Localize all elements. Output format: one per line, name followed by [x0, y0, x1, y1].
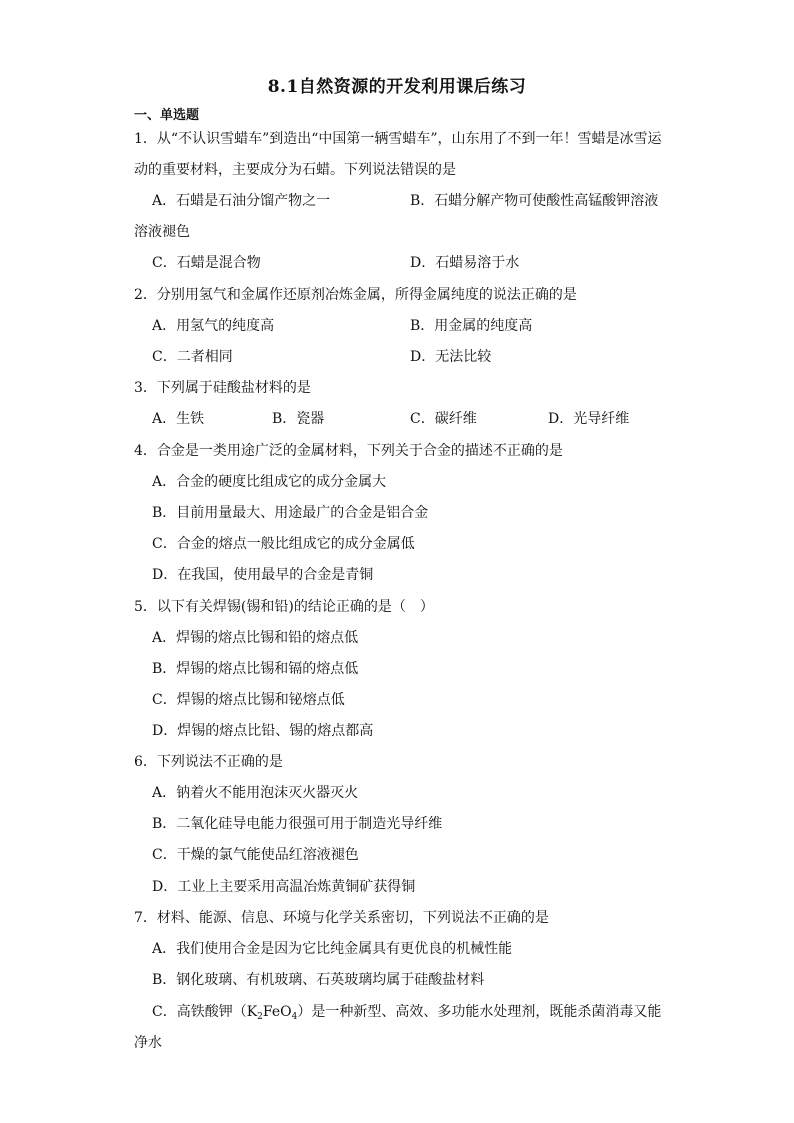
q1-stem-line2: 动的重要材料，主要成分为石蜡。下列说法错误的是	[134, 162, 456, 178]
q6-stem: 6．下列说法不正确的是	[134, 754, 283, 770]
page-title: 8.1自然资源的开发利用课后练习	[267, 77, 527, 97]
q3-option-b: B．瓷器	[272, 411, 325, 427]
q7-formula-sub2: 4	[291, 1012, 298, 1022]
q7-formula-sub1: 2	[257, 1012, 263, 1022]
q2-stem: 2．分别用氢气和金属作还原剂冶炼金属，所得金属纯度的说法正确的是	[134, 287, 577, 303]
q2-option-a: A．用氢气的纯度高	[152, 318, 275, 334]
q5-stem: 5．以下有关焊锡(锡和铅)的结论正确的是（ ）	[134, 599, 434, 615]
q4-option-a: A．合金的硬度比组成它的成分金属大	[152, 474, 387, 490]
q4-option-d: D．在我国，使用最早的合金是青铜	[152, 567, 374, 583]
q4-option-b: B．目前用量最大、用途最广的合金是铝合金	[152, 505, 429, 521]
q5-option-d: D．焊锡的熔点比铅、锡的熔点都高	[152, 723, 374, 739]
q5-option-c: C．焊锡的熔点比锡和铋熔点低	[152, 692, 345, 708]
q1-option-d: D．石蜡易溶于水	[410, 255, 520, 271]
q5-option-a: A．焊锡的熔点比锡和铅的熔点低	[152, 630, 359, 646]
q7-option-c-post: ）是一种新型、高效、多功能水处理剂，既能杀菌消毒又能	[297, 1004, 662, 1020]
q7-option-c-cont: 净水	[134, 1035, 162, 1051]
q3-option-c: C．碳纤维	[410, 411, 477, 427]
q3-option-a: A．生铁	[152, 411, 205, 427]
q7-option-b: B．钢化玻璃、有机玻璃、石英玻璃均属于硅酸盐材料	[152, 972, 485, 988]
q7-option-c	[152, 1002, 661, 1027]
q6-option-b: B．二氧化硅导电能力很强可用于制造光导纤维	[152, 816, 443, 832]
q4-stem: 4．合金是一类用途广泛的金属材料，下列关于合金的描述不正确的是	[134, 443, 563, 459]
q6-option-a: A．钠着火不能用泡沫灭火器灭火	[152, 785, 359, 801]
q3-option-d: D．光导纤维	[548, 411, 630, 427]
q6-option-d: D．工业上主要采用高温冶炼黄铜矿获得铜	[152, 879, 416, 895]
q2-option-b: B．用金属的纯度高	[410, 318, 533, 334]
q2-option-d: D．无法比较	[410, 349, 492, 365]
q7-stem: 7．材料、能源、信息、环境与化学关系密切，下列说法不正确的是	[134, 910, 549, 926]
q1-option-a: A．石蜡是石油分馏产物之一	[152, 193, 331, 209]
q2-option-c: C．二者相同	[152, 349, 233, 365]
q1-option-b: B．石蜡分解产物可使酸性高锰酸钾溶液	[410, 193, 659, 209]
q1-option-b-cont: 溶液褪色	[134, 224, 190, 240]
q1-stem-line1: 1．从“不认识雪蜡车”到造出“中国第一辆雪蜡车”，山东用了不到一年！雪蜡是冰雪运	[134, 131, 662, 147]
q7-option-c-pre: C．高铁酸钾（K	[152, 1004, 258, 1020]
q4-option-c: C．合金的熔点一般比组成它的成分金属低	[152, 536, 415, 552]
q6-option-c: C．干燥的氯气能使品红溶液褪色	[152, 847, 359, 863]
q5-option-b: B．焊锡的熔点比锡和镉的熔点低	[152, 661, 359, 677]
q7-formula-mid: FeO	[262, 1004, 292, 1020]
q1-option-c: C．石蜡是混合物	[152, 255, 261, 271]
q7-option-a: A．我们使用合金是因为它比纯金属具有更优良的机械性能	[152, 941, 513, 957]
section-heading: 一、单选题	[134, 108, 200, 123]
q3-stem: 3．下列属于硅酸盐材料的是	[134, 380, 311, 396]
